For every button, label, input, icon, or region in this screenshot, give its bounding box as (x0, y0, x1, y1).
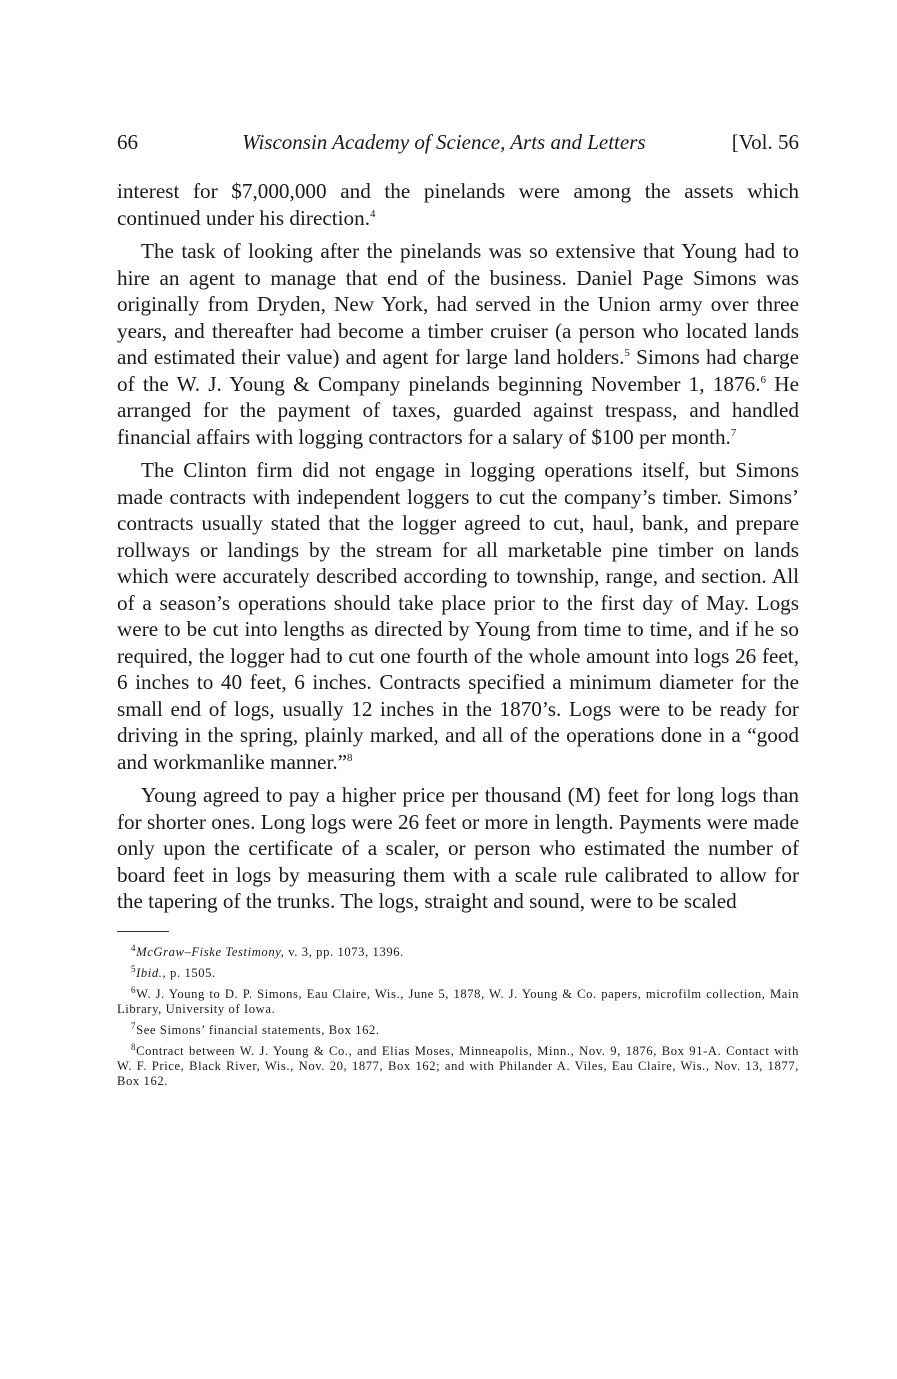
footnote-ref: 4 (370, 207, 376, 220)
journal-title: Wisconsin Academy of Science, Arts and Letters (242, 130, 646, 154)
page-number: 66 (117, 130, 138, 154)
footnote (117, 963, 799, 981)
paragraph (117, 782, 799, 915)
paragraph-text: He arranged for the payment of taxes, guarded against trespass, and handled financial affairs with logging contractors for a salary of $100 per month. (117, 371, 799, 449)
paragraph-text: The Clinton firm did not engage in logging operations itself, but Simons made contracts with independent loggers to cut the company’s timber. Simons’ contracts usually stated that the logger agreed to cut, haul, bank, and prepare rollways or landings by the stream for all marketable pine timber on lands which were accurately described according to township, range, and section. All of a season’s operations should take place prior to the first day of May. Logs were to be cut into lengths as directed by Young from time to time, and if he so required, the logger had to cut one fourth of the whole amount into logs 26 feet, 6 inches to 40 feet, 6 inches. Contracts specified a minimum diameter for the small end of logs, usually 12 inches in the 1870’s. Logs were to be ready for driving in the spring, plainly marked, and all of the operations done in a “good and workmanlike manner.” (117, 458, 799, 774)
paragraph-text: Young agreed to pay a higher price per thousand (M) feet for long logs than for shorter ones. Long logs were 26 feet or more in length. Payments were made only upon the certificate of a scaler, or person who estimated the number of board feet in logs by measuring them with a scale rule calibrated to allow for the tapering of the trunks. The logs, straight and sound, were to be scaled (117, 783, 799, 913)
footnote-italic: McGraw–Fiske Testimony, (136, 944, 285, 959)
running-head (117, 128, 799, 156)
footnote-ref: 5 (624, 346, 630, 359)
paragraph-text: Simons had charge of the W. J. Young & Company pinelands beginning November 1, 1876. (117, 345, 799, 396)
footnote-text: See Simons’ financial statements, Box 162. (136, 1022, 380, 1037)
footnote-divider (117, 931, 169, 932)
paragraph-text: interest for $7,000,000 and the pinelands were among the assets which continued under his direction. (117, 179, 799, 230)
footnote (117, 1041, 799, 1089)
footnote-text: v. 3, pp. 1073, 1396. (284, 944, 404, 959)
footnote (117, 942, 799, 960)
footnote-number: 4 (131, 942, 137, 953)
footnote-ref: 8 (347, 751, 353, 764)
body-text (117, 178, 799, 915)
page (117, 128, 799, 1095)
paragraph (117, 178, 799, 231)
volume-label: [Vol. 56 (731, 130, 799, 154)
footnote (117, 1020, 799, 1038)
footnote-ref: 7 (730, 426, 737, 439)
footnote-italic: Ibid., (136, 965, 167, 980)
footnote-text: W. J. Young to D. P. Simons, Eau Claire, Wis., June 5, 1878, W. J. Young & Co. papers, microfilm collection, Main Library, University of Iowa. (117, 986, 799, 1016)
footnote-text: p. 1505. (166, 965, 216, 980)
paragraph (117, 457, 799, 775)
footnote-text: Contract between W. J. Young & Co., and Elias Moses, Minneapolis, Minn., Nov. 9, 1876, Box 91-A. Contact with W. F. Price, Black River, Wis., Nov. 20, 1877, Box 162; and with Philander A. Viles, Eau Claire, Wis., Nov. 13, 1877, Box 162. (117, 1043, 799, 1088)
footnote-number: 7 (131, 1020, 137, 1031)
footnotes (117, 942, 799, 1089)
footnote-number: 5 (131, 963, 137, 974)
footnote-number: 8 (131, 1041, 137, 1052)
paragraph-text: The task of looking after the pinelands was so extensive that Young had to hire an agent to manage that end of the business. Daniel Page Simons was originally from Dryden, New York, had served in the Union army over three years, and thereafter had become a timber cruiser (a person who located lands and estimated their value) and agent for large land holders. (117, 239, 799, 369)
footnote-ref: 6 (760, 373, 767, 386)
footnote-number: 6 (131, 984, 137, 995)
footnote (117, 984, 799, 1017)
paragraph (117, 238, 799, 450)
